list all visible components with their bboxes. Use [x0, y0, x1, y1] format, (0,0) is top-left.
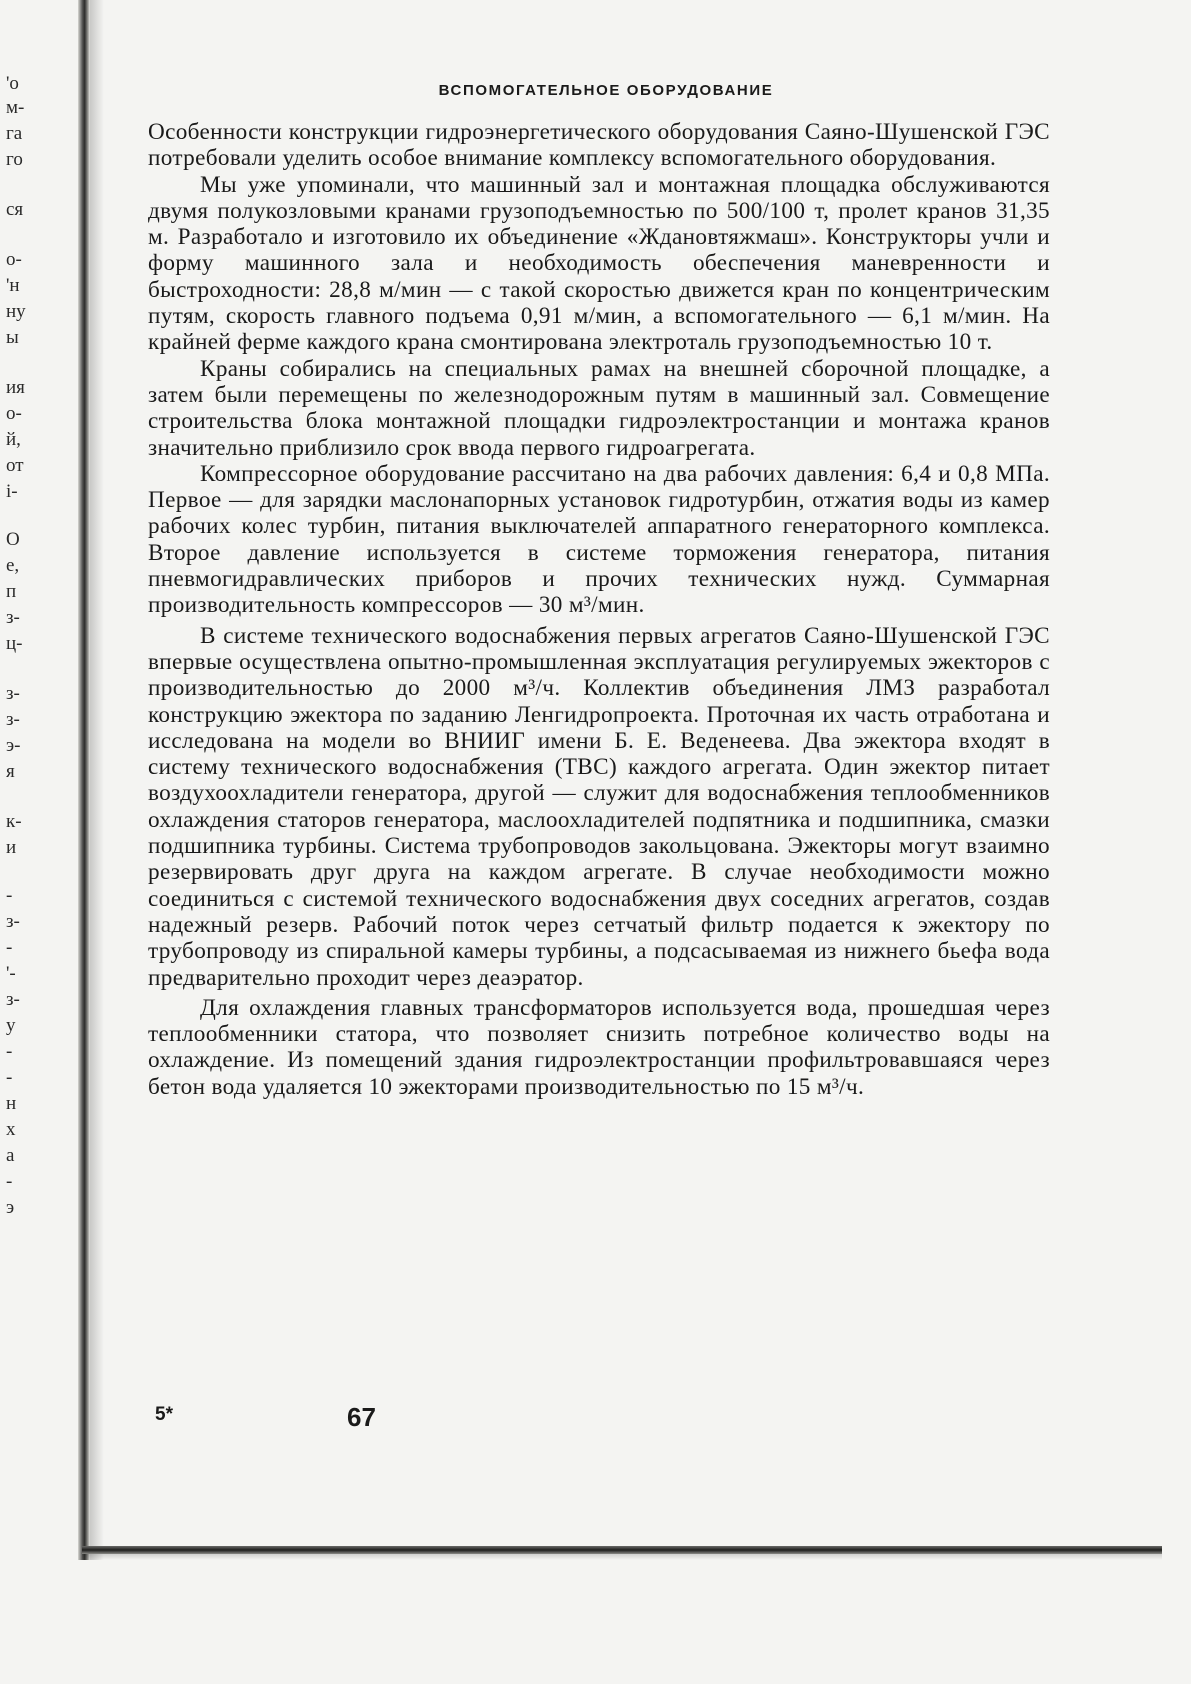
book-spine-shadow [78, 0, 90, 1560]
facing-page-fragment: н [6, 1093, 17, 1114]
facing-page-fragment: з- [6, 607, 20, 628]
facing-page-fragment: м- [6, 97, 25, 118]
facing-page-fragment: ия [6, 377, 25, 398]
paragraph-transformer-cooling: Для охлаждения главных трансформаторов используется вода, прошедшая через теплообменники статора, что позволяет снизить потребное количество воды на охлаждение. Из помещений здания гидроэлектростанции профильтровавшаяся через бетон вода удаляется 10 эжекторами производительностью по 15 м³/ч. [148, 994, 1050, 1100]
facing-page-fragment: п [6, 581, 17, 602]
paragraph-compressors: Компрессорное оборудование рассчитано на два рабочих давления: 6,4 и 0,8 МПа. Первое — для зарядки маслонапорных установок гидротурбин, отжатия воды из камер рабочих колес турбин, питания выключателей аппаратного генераторного комплекса. Второе давление используется в системе торможения генератора, питания пневмогидравлических приборов и прочих технических нужд. Суммарная производительность компрессоров — 30 м³/мин. [148, 460, 1050, 619]
facing-page-fragment: га [6, 123, 23, 144]
book-page [148, 82, 1050, 1100]
facing-page-fragment: з- [6, 709, 20, 730]
facing-page-fragment: '- [6, 963, 16, 984]
facing-page-fragment: к- [6, 811, 22, 832]
facing-page-fragment: з- [6, 989, 20, 1010]
facing-page-fragment: - [6, 885, 13, 906]
paragraph-intro: Особенности конструкции гидроэнергетического оборудования Саяно-Шушенской ГЭС потребовали уделить особое внимание комплексу вспомогательного оборудования. [148, 119, 1050, 172]
facing-page-fragment: ну [6, 301, 26, 322]
page-bottom-shadow [82, 1554, 1162, 1560]
facing-page-fragment: ся [6, 199, 24, 220]
facing-page-fragment: от [6, 455, 24, 476]
facing-page-fragment: ы [6, 327, 19, 348]
facing-page-fragment: э [6, 1197, 15, 1218]
page-number: 67 [347, 1402, 376, 1432]
facing-page-fragment: О [6, 529, 20, 550]
facing-page-fragment: ц- [6, 633, 23, 654]
facing-page-fragment: а [6, 1145, 15, 1166]
facing-page-fragment: го [6, 149, 23, 170]
facing-page-fragment: 'о [6, 73, 19, 94]
facing-page-fragment: - [6, 1171, 13, 1192]
facing-page-fragment: э- [6, 735, 21, 756]
paragraph-water-supply: В системе технического водоснабжения первых агрегатов Саяно-Шушенской ГЭС впервые осуществлена опытно-промышленная эксплуатация регулируемых эжекторов с производительностью до 2000 м³/ч. Коллектив объединения ЛМЗ разработал конструкцию эжектора по заданию Ленгидропроекта. Проточная их часть отработана и исследована на модели во ВНИИГ имени Б. Е. Веденеева. Два эжектора входят в систему технического водоснабжения (ТВС) каждого агрегата. Один эжектор питает воздухоохладители генератора, другой — служит для водоснабжения теплообменников охлаждения статоров генератора, маслоохладителей подпятника и подшипника, смазки подшипника турбины. Система трубопроводов закольцована. Эжекторы могут взаимно резервировать друг друга на каждом агрегате. В случае необходимости можно соединиться с системой технического водоснабжения двух соседних агрегатов, создав надежный резерв. Рабочий поток через сетчатый фильтр подается к эжектору по трубопроводу из спиральной камеры турбины, а подсасываемая из нижнего бьефа вода предварительно проходит через деаэратор. [148, 622, 1050, 991]
spine-gradient [90, 0, 104, 1560]
facing-page-fragment: о- [6, 249, 22, 270]
facing-page-fragment: 'н [6, 275, 20, 296]
page-bottom-edge [82, 1546, 1162, 1554]
paragraph-crane-assembly: Краны собирались на специальных рамах на внешней сборочной площадке, а затем были перемещены по железнодорожным путям в машинный зал. Совмещение строительства блока монтажной площадки гидроэлектростанции и монтажа кранов значительно приблизило срок ввода первого гидроагрегата. [148, 355, 1050, 461]
running-head: ВСПОМОГАТЕЛЬНОЕ ОБОРУДОВАНИЕ [438, 82, 774, 99]
facing-page-fragment: я [6, 761, 15, 782]
facing-page-fragment: - [6, 1067, 13, 1088]
page-footer [155, 1402, 455, 1432]
facing-page-fragment: з- [6, 911, 20, 932]
facing-page-fragment: й, [6, 429, 21, 450]
facing-page-edge [0, 60, 70, 1218]
facing-page-fragment: з- [6, 683, 20, 704]
facing-page-fragment: у [6, 1015, 16, 1036]
facing-page-fragment: - [6, 937, 13, 958]
facing-page-fragment: о- [6, 403, 22, 424]
facing-page-fragment: - [6, 1041, 13, 1062]
facing-page-fragment: и [6, 837, 17, 858]
facing-page-fragment: і- [6, 481, 18, 502]
facing-page-fragment: е, [6, 555, 20, 576]
signature-mark: 5* [155, 1404, 173, 1425]
paragraph-cranes: Мы уже упоминали, что машинный зал и монтажная площадка обслуживаются двумя полукозловыми кранами грузоподъемностью по 500/100 т, пролет кранов 31,35 м. Разработало и изготовило их объединение «Ждановтяжмаш». Конструкторы учли и форму машинного зала и необходимость обеспечения маневренности и быстроходности: 28,8 м/мин — с такой скоростью движется кран по концентрическим путям, скорость главного подъема 0,91 м/мин, а вспомогательного — 6,1 м/мин. На крайней ферме каждого крана смонтирована электроталь грузоподъемностью 10 т. [148, 171, 1050, 356]
facing-page-fragment: х [6, 1119, 16, 1140]
